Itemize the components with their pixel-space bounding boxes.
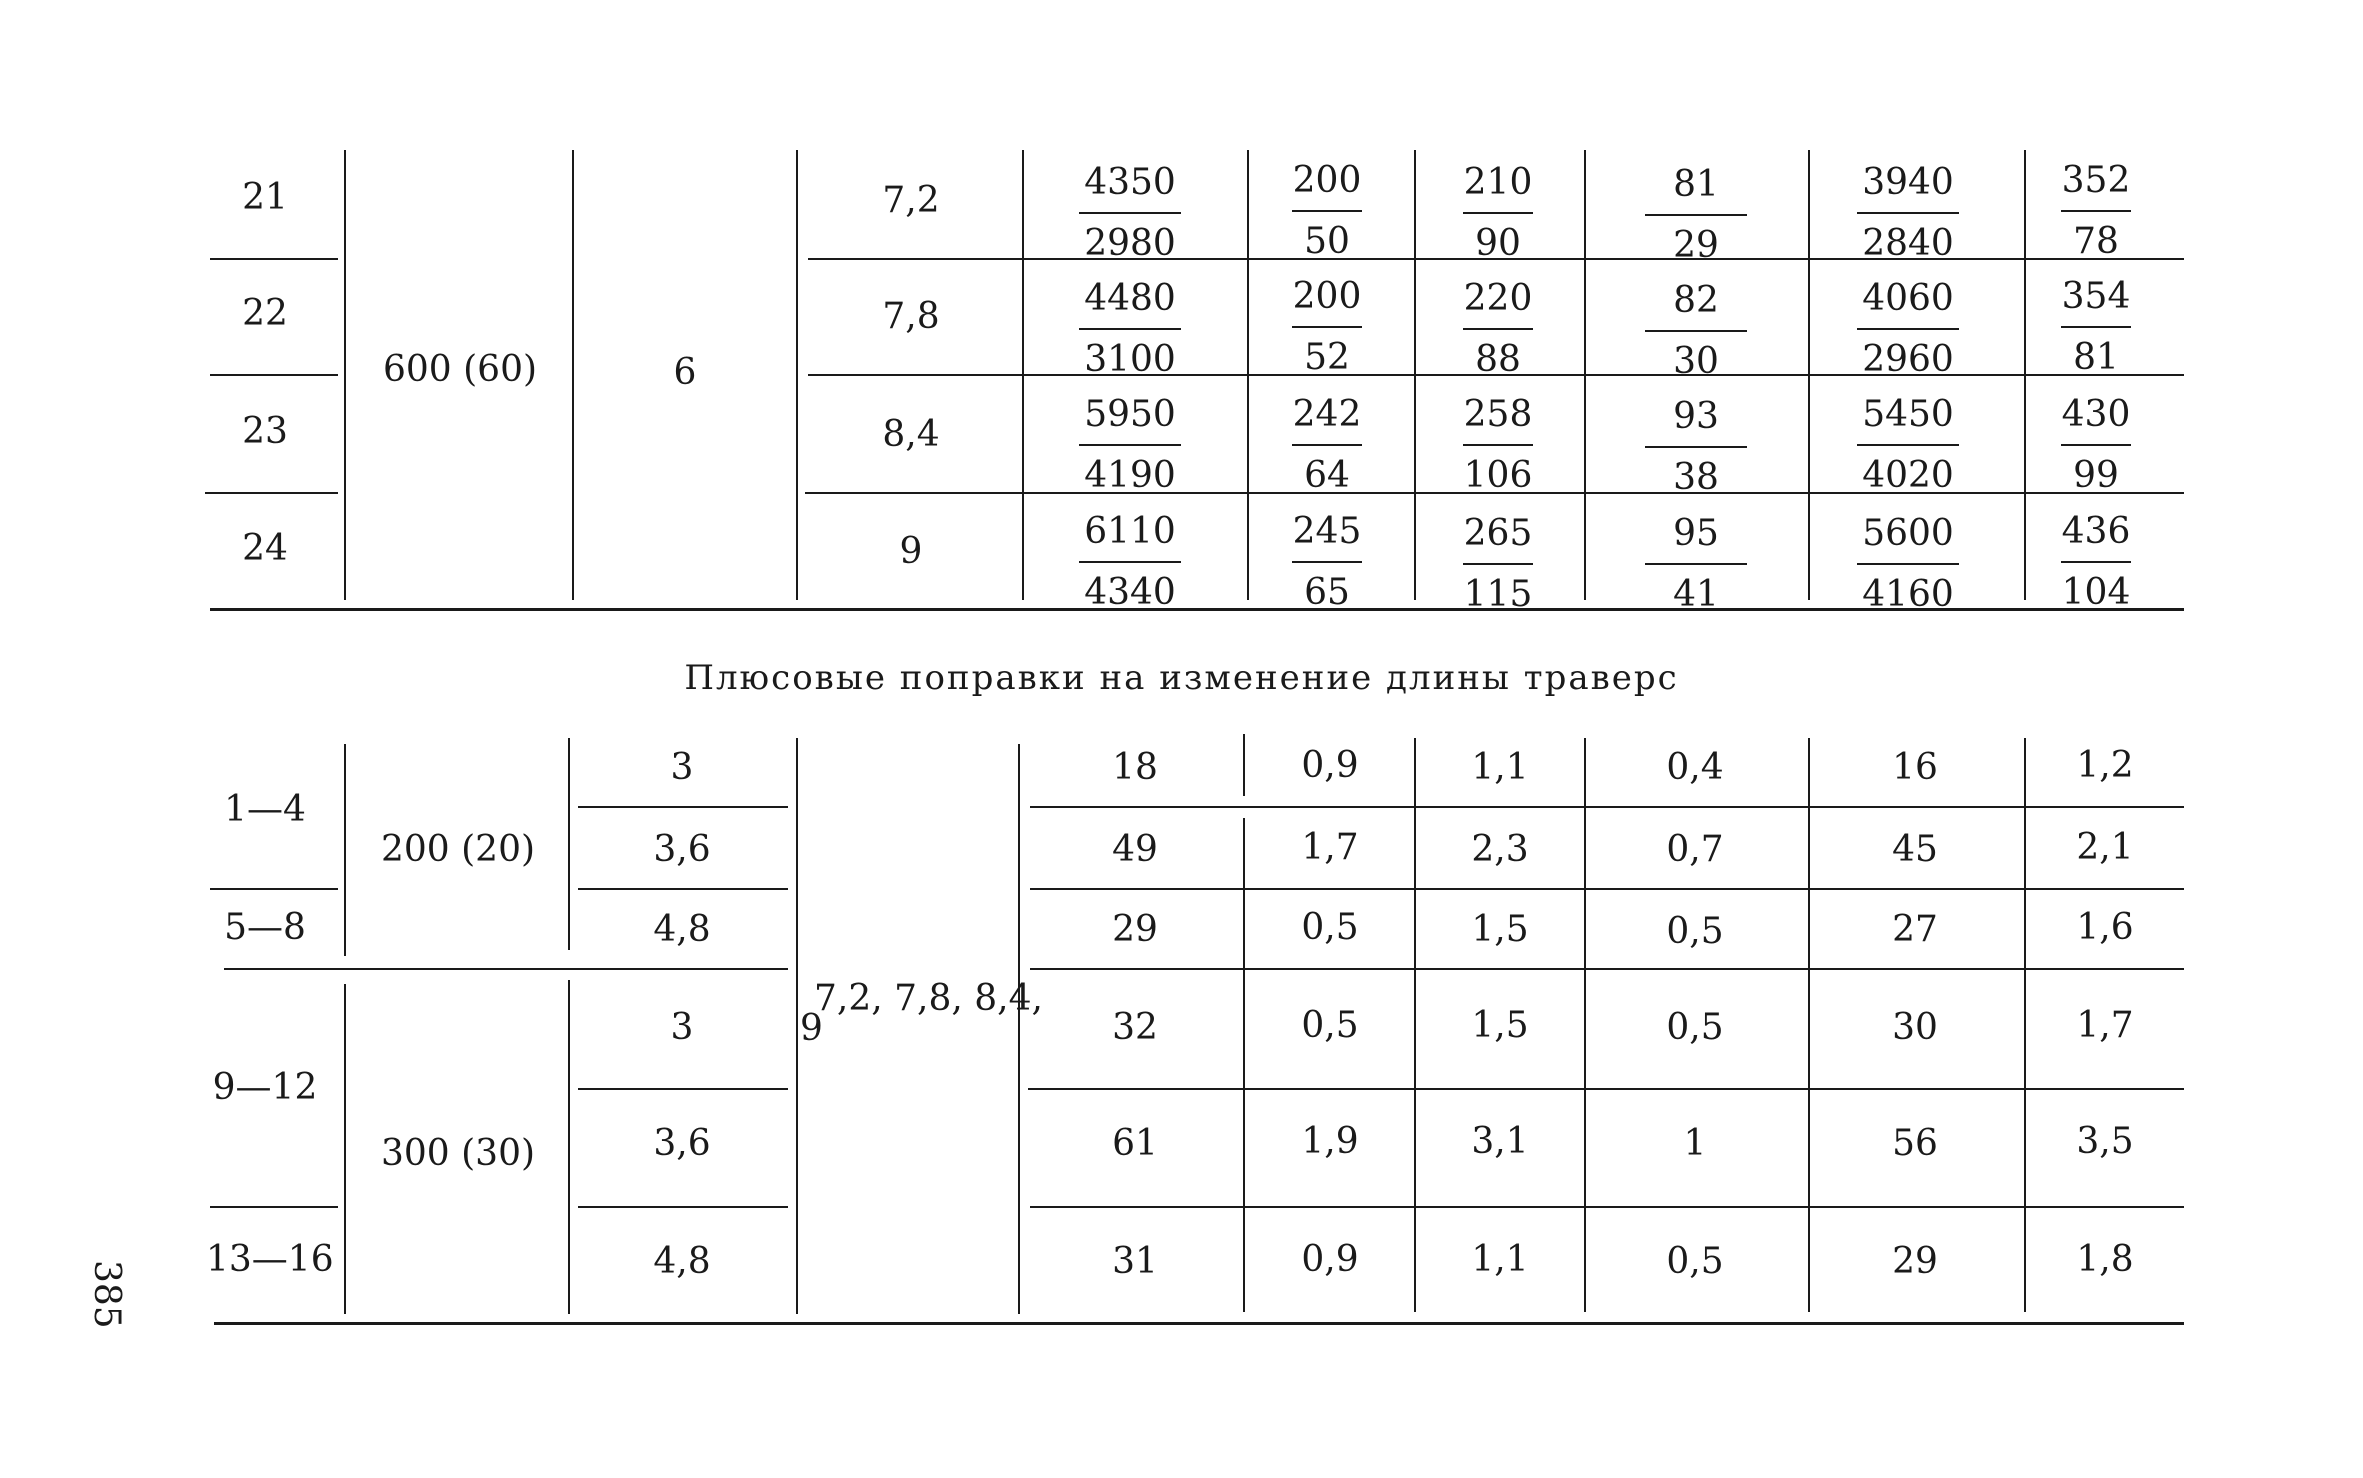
bottom-value: 1,5	[1471, 1005, 1529, 1046]
top-cell-fraction: 210 90	[1463, 162, 1533, 264]
top-cell-fraction: 200 52	[1292, 276, 1362, 378]
bottom-value: 29	[1112, 909, 1158, 950]
bottom-range: 5—8	[224, 907, 306, 948]
bottom-length: 3	[670, 1007, 694, 1048]
bottom-length: 3	[670, 747, 694, 788]
bottom-value: 32	[1112, 1007, 1158, 1048]
page-number: 385	[86, 1260, 127, 1329]
top-cell-fraction: 4350 2980	[1055, 165, 1205, 262]
top-row-no: 23	[242, 411, 288, 452]
top-cell-fraction: 5450 4020	[1833, 397, 1983, 494]
top-cell-fraction: 4060 2960	[1833, 281, 1983, 378]
bottom-spans	[800, 978, 1043, 1049]
bottom-value: 1,2	[2076, 745, 2134, 786]
bottom-value: 0,9	[1301, 1239, 1359, 1280]
bottom-value: 1,7	[2076, 1005, 2134, 1046]
bottom-value: 1,5	[1471, 909, 1529, 950]
top-cell-fraction: 4480 3100	[1055, 281, 1205, 378]
bottom-value: 2,3	[1471, 829, 1529, 870]
bottom-value: 0,5	[1666, 1241, 1724, 1282]
top-cell-fraction: 354 81	[2061, 276, 2131, 378]
top-size: 600 (60)	[382, 349, 538, 390]
bottom-value: 0,5	[1666, 911, 1724, 952]
bottom-value: 0,7	[1666, 829, 1724, 870]
bottom-value: 0,5	[1301, 1005, 1359, 1046]
bottom-range: 1—4	[224, 789, 306, 830]
bottom-value: 1,1	[1471, 747, 1529, 788]
bottom-value: 3,1	[1471, 1121, 1529, 1162]
bottom-length: 4,8	[653, 1241, 711, 1282]
bottom-value: 31	[1112, 1241, 1158, 1282]
bottom-value: 0,4	[1666, 747, 1724, 788]
bottom-value: 18	[1112, 747, 1158, 788]
top-cell-fraction: 3940 2840	[1833, 165, 1983, 262]
top-row-span: 9	[899, 531, 923, 572]
top-cell-fraction: 93 38	[1621, 399, 1771, 496]
bottom-spans-line1: 7,2, 7,8, 8,4,	[814, 978, 1043, 1019]
top-row-no: 21	[242, 177, 288, 218]
top-row-span: 7,8	[882, 296, 940, 337]
bottom-size: 300 (30)	[380, 1133, 536, 1174]
bottom-value: 0,5	[1301, 907, 1359, 948]
bottom-length: 3,6	[653, 829, 711, 870]
bottom-value: 1,9	[1301, 1121, 1359, 1162]
top-cell-fraction: 265 115	[1463, 513, 1533, 615]
bottom-value: 1,7	[1301, 827, 1359, 868]
top-cell-fraction: 200 50	[1292, 160, 1362, 262]
bottom-value: 3,5	[2076, 1121, 2134, 1162]
bottom-range: 9—12	[212, 1067, 318, 1108]
top-row-span: 7,2	[882, 180, 940, 221]
bottom-value: 61	[1112, 1123, 1158, 1164]
bottom-value: 29	[1892, 1241, 1938, 1282]
top-row-no: 24	[242, 528, 288, 569]
top-cell-fraction: 352 78	[2061, 160, 2131, 262]
bottom-value: 1,8	[2076, 1239, 2134, 1280]
bottom-value: 1	[1683, 1123, 1707, 1164]
bottom-length: 3,6	[653, 1123, 711, 1164]
bottom-value: 27	[1892, 909, 1938, 950]
bottom-size: 200 (20)	[380, 829, 536, 870]
bottom-value: 1,1	[1471, 1239, 1529, 1280]
bottom-value: 45	[1892, 829, 1938, 870]
top-cell-fraction: 242 64	[1292, 394, 1362, 496]
bottom-spans-line2: 9	[800, 1007, 823, 1049]
bottom-value: 16	[1892, 747, 1938, 788]
top-cell-fraction: 95 41	[1621, 516, 1771, 613]
top-row-span: 8,4	[882, 414, 940, 455]
bottom-value: 0,5	[1666, 1007, 1724, 1048]
bottom-length: 4,8	[653, 909, 711, 950]
top-cell-fraction: 245 65	[1292, 511, 1362, 613]
top-cell-fraction: 5950 4190	[1055, 397, 1205, 494]
top-cell-fraction: 258 106	[1463, 394, 1533, 496]
bottom-value: 30	[1892, 1007, 1938, 1048]
top-count: 6	[673, 352, 697, 393]
top-cell-fraction: 81 29	[1621, 167, 1771, 264]
top-cell-fraction: 5600 4160	[1833, 516, 1983, 613]
bottom-value: 56	[1892, 1123, 1938, 1164]
top-cell-fraction: 82 30	[1621, 283, 1771, 380]
bottom-range: 13—16	[206, 1239, 334, 1280]
top-cell-fraction: 430 99	[2061, 394, 2131, 496]
bottom-value: 0,9	[1301, 745, 1359, 786]
top-cell-fraction: 220 88	[1463, 278, 1533, 380]
section-caption: Плюсовые поправки на изменение длины траверс	[684, 658, 1679, 698]
bottom-value: 1,6	[2076, 907, 2134, 948]
bottom-value: 49	[1112, 829, 1158, 870]
top-row-no: 22	[242, 293, 288, 334]
bottom-value: 2,1	[2076, 827, 2134, 868]
top-cell-fraction: 436 104	[2061, 511, 2131, 613]
top-cell-fraction: 6110 4340	[1055, 514, 1205, 611]
